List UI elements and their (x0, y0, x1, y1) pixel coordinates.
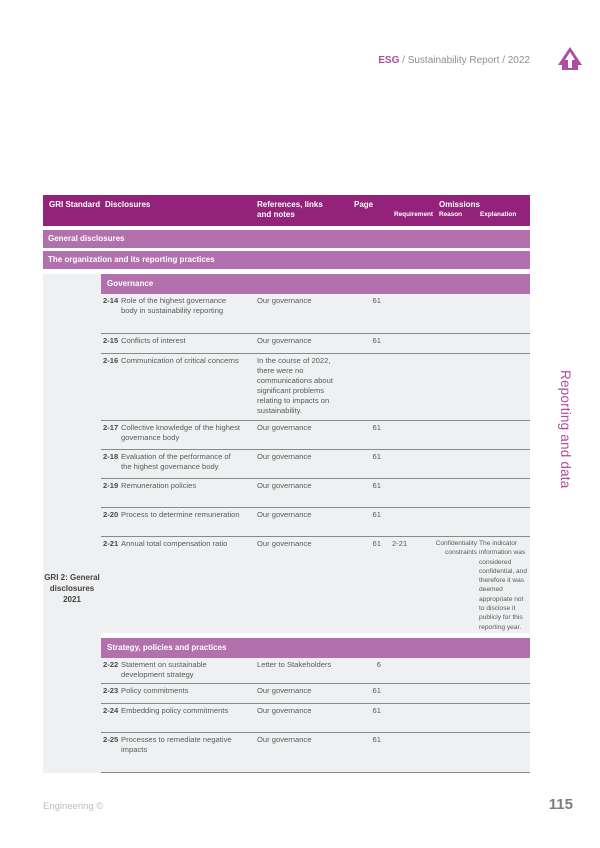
company-logo-icon (557, 46, 583, 72)
col-references: References, links and notes (257, 200, 323, 219)
reference-text: Our governance (257, 686, 312, 695)
gri-standard-label: GRI 2: General disclosures 2021 (44, 573, 100, 604)
table-row (101, 354, 530, 421)
col-page: Page (354, 200, 374, 209)
table-row (101, 684, 530, 704)
disclosure-number: 2-25 (103, 735, 119, 744)
report-header (378, 55, 530, 66)
reference-text: Our governance (257, 510, 312, 519)
page-number: 115 (548, 796, 573, 813)
table-row (101, 421, 530, 450)
disclosure-title: Processes to remediate negative impacts (121, 735, 232, 754)
reference-text: In the course of 2022, there were no communications about significant problems relating to impacts on sustainability. (257, 356, 333, 415)
disclosure-title: Process to determine remuneration (121, 510, 240, 519)
reference-text: Our governance (257, 452, 312, 461)
page-ref: 61 (372, 336, 381, 345)
col-requirement: Requirement (394, 211, 434, 218)
reference-text: Letter to Stakeholders (257, 660, 332, 669)
disclosure-title: Collective knowledge of the highest governance body (121, 423, 241, 442)
page-ref: 61 (372, 539, 381, 548)
disclosure-number: 2-15 (103, 336, 119, 345)
page-ref: 61 (372, 510, 381, 519)
disclosure-number: 2-19 (103, 481, 119, 490)
disclosure-number: 2-24 (103, 706, 119, 715)
reference-text: Our governance (257, 706, 312, 715)
omission-requirement: 2-21 (392, 539, 408, 548)
page-ref: 61 (372, 481, 381, 490)
table-row (101, 658, 530, 684)
disclosure-title: Remuneration policies (121, 481, 197, 490)
reference-text: Our governance (257, 735, 312, 744)
gri-standard-cell (43, 274, 101, 773)
section-bar-governance: Governance (101, 274, 530, 294)
disclosure-number: 2-22 (103, 660, 119, 669)
table-row (101, 334, 530, 354)
reference-text: Our governance (257, 539, 312, 548)
col-omissions: Omissions (439, 200, 480, 209)
reference-text: Our governance (257, 336, 312, 345)
general-disclosures-bar: General disclosures (43, 230, 530, 248)
reference-text: Our governance (257, 423, 312, 432)
table-row (101, 479, 530, 508)
esg-label: ESG (378, 55, 400, 66)
disclosure-number: 2-14 (103, 296, 119, 305)
omission-reason: Confidentiality constraints (435, 540, 477, 556)
page-ref: 61 (372, 452, 381, 461)
page-ref: 61 (372, 423, 381, 432)
disclosure-title: Role of the highest governance body in sustainability reporting (121, 296, 227, 315)
side-section-title: Reporting and data (558, 370, 573, 489)
disclosure-number: 2-18 (103, 452, 119, 461)
gri-table (43, 195, 530, 773)
section-bar-strategy: Strategy, policies and practices (101, 638, 530, 658)
omission-explanation: The indicator information was considered confidential, and therefore it was deemed appropriate not to disclose it publicly for this reporting year. (479, 540, 528, 631)
table-row (101, 294, 530, 334)
page-ref: 61 (372, 296, 381, 305)
disclosure-title: Evaluation of the performance of the highest governance body (121, 452, 231, 471)
disclosure-title: Communication of critical concerns (121, 356, 239, 365)
disclosure-title: Conflicts of interest (121, 336, 186, 345)
disclosure-number: 2-23 (103, 686, 119, 695)
report-title: / Sustainability Report / 2022 (402, 55, 530, 66)
col-disclosures: Disclosures (105, 200, 151, 209)
page-ref: 61 (372, 735, 381, 744)
page-ref: 61 (372, 706, 381, 715)
footer-company: Engineering © (43, 801, 104, 812)
table-row (101, 508, 530, 537)
table-header (43, 195, 530, 226)
col-reason: Reason (439, 211, 463, 218)
disclosure-title: Policy commitments (121, 686, 189, 695)
reference-text: Our governance (257, 296, 312, 305)
table-row (101, 704, 530, 733)
org-practices-bar: The organization and its reporting practices (43, 251, 530, 269)
col-gri-standard: GRI Standard (49, 200, 101, 209)
table-row (101, 537, 530, 633)
col-explanation: Explanation (480, 211, 517, 218)
disclosure-number: 2-16 (103, 356, 119, 365)
disclosure-number: 2-20 (103, 510, 119, 519)
page-ref: 61 (372, 686, 381, 695)
disclosure-title: Annual total compensation ratio (121, 539, 228, 548)
page-ref: 6 (376, 660, 381, 669)
table-row (101, 733, 530, 773)
disclosure-title: Embedding policy commitments (121, 706, 229, 715)
table-row (101, 450, 530, 479)
disclosure-number: 2-17 (103, 423, 119, 432)
reference-text: Our governance (257, 481, 312, 490)
disclosure-number: 2-21 (103, 539, 119, 548)
disclosure-title: Statement on sustainable development strategy (121, 660, 207, 679)
